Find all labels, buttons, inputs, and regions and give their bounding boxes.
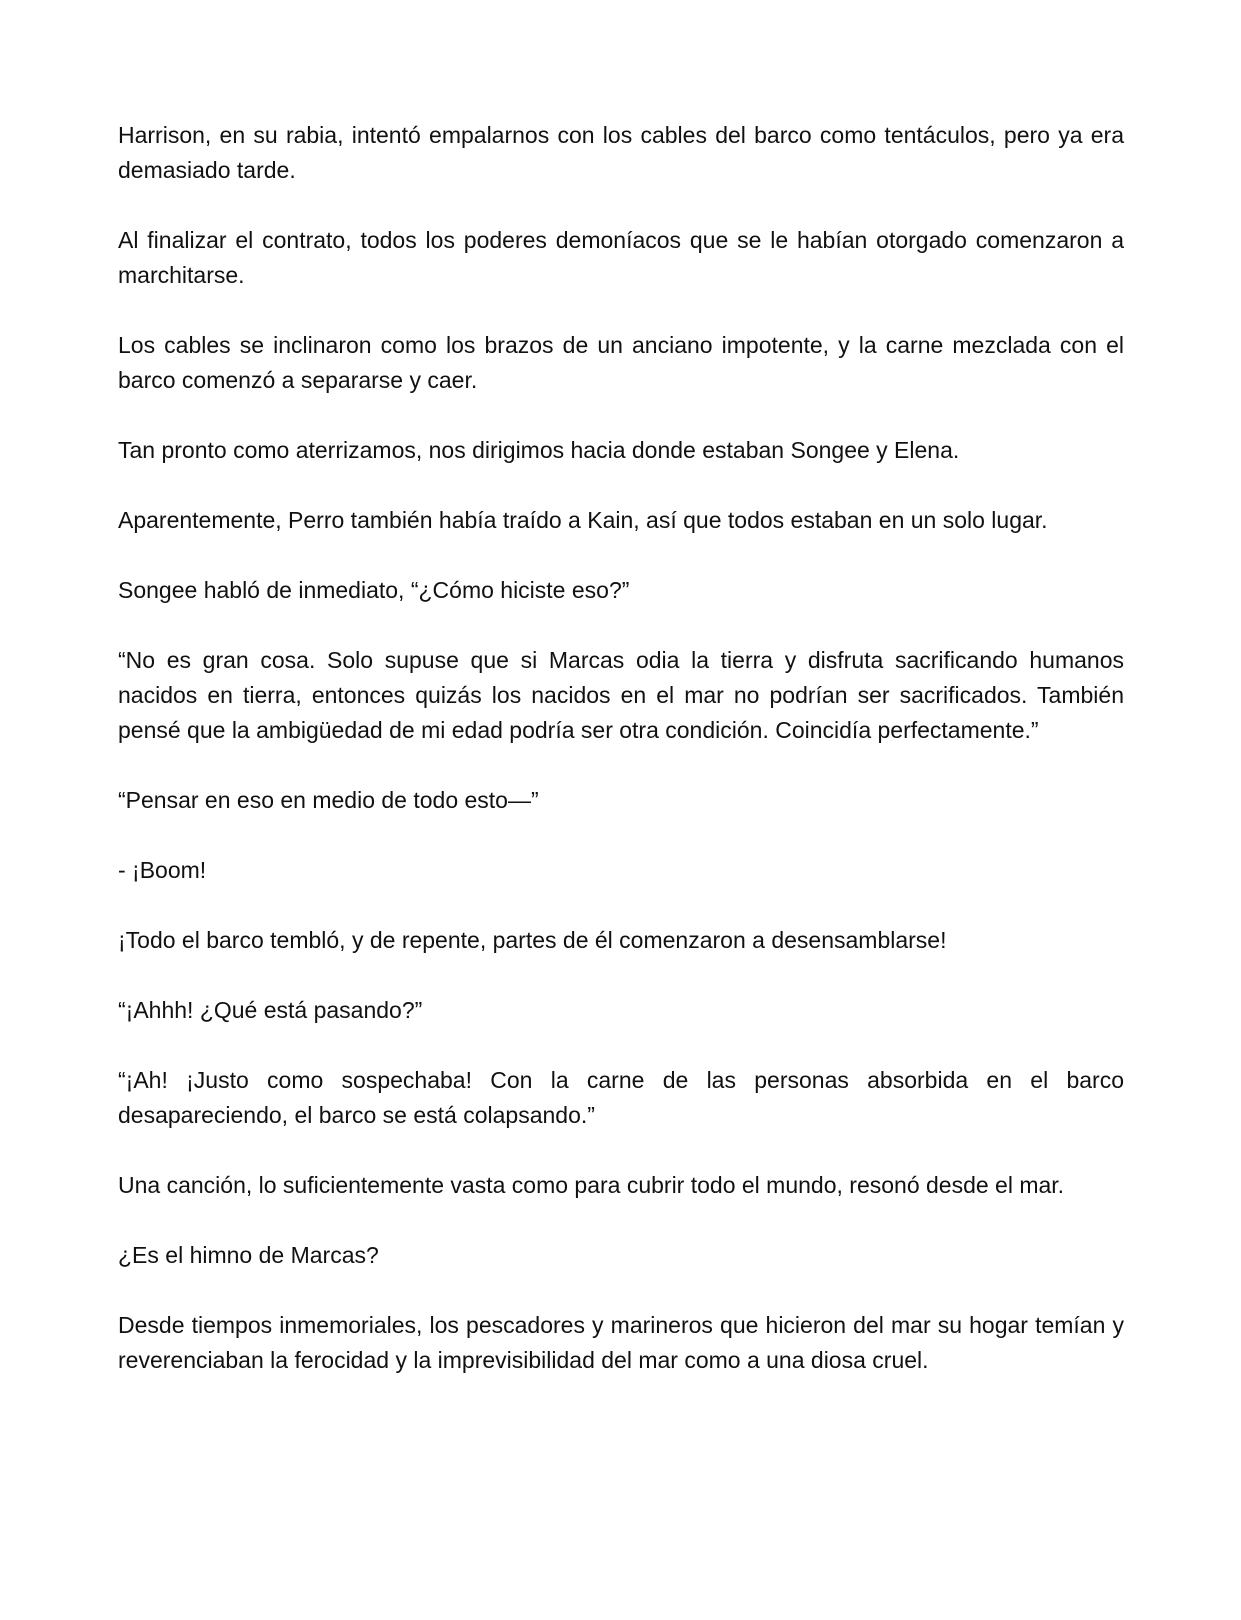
paragraph: - ¡Boom!: [118, 857, 207, 883]
document-page: [118, 118, 1124, 1378]
paragraph: ¡Todo el barco tembló, y de repente, partes de él comenzaron a desensamblarse!: [118, 927, 947, 953]
paragraph: “¡Ahhh! ¿Qué está pasando?”: [118, 997, 423, 1023]
paragraph: ¿Es el himno de Marcas?: [118, 1242, 379, 1268]
paragraph: “No es gran cosa. Solo supuse que si Marcas odia la tierra y disfruta sacrificando humanos nacidos en tierra, entonces quizás los nacidos en el mar no podrían ser sacrificados. También pensé que la ambigüedad de mi edad podría ser otra condición. Coincidía perfectamente.”: [118, 647, 1124, 743]
paragraph: Tan pronto como aterrizamos, nos dirigimos hacia donde estaban Songee y Elena.: [118, 437, 960, 463]
paragraph: Al finalizar el contrato, todos los poderes demoníacos que se le habían otorgado comenzaron a marchitarse.: [118, 227, 1124, 288]
paragraph: “¡Ah! ¡Justo como sospechaba! Con la carne de las personas absorbida en el barco desapareciendo, el barco se está colapsando.”: [118, 1067, 1124, 1128]
paragraph: Desde tiempos inmemoriales, los pescadores y marineros que hicieron del mar su hogar temían y reverenciaban la ferocidad y la imprevisibilidad del mar como a una diosa cruel.: [118, 1312, 1124, 1373]
paragraph: Una canción, lo suficientemente vasta como para cubrir todo el mundo, resonó desde el mar.: [118, 1172, 1065, 1198]
paragraph: Songee habló de inmediato, “¿Cómo hiciste eso?”: [118, 577, 630, 603]
paragraph: Aparentemente, Perro también había traído a Kain, así que todos estaban en un solo lugar.: [118, 507, 1048, 533]
paragraph: Los cables se inclinaron como los brazos de un anciano impotente, y la carne mezclada con el barco comenzó a separarse y caer.: [118, 332, 1124, 393]
paragraph: Harrison, en su rabia, intentó empalarnos con los cables del barco como tentáculos, pero ya era demasiado tarde.: [118, 122, 1124, 183]
paragraph: “Pensar en eso en medio de todo esto—”: [118, 787, 539, 813]
